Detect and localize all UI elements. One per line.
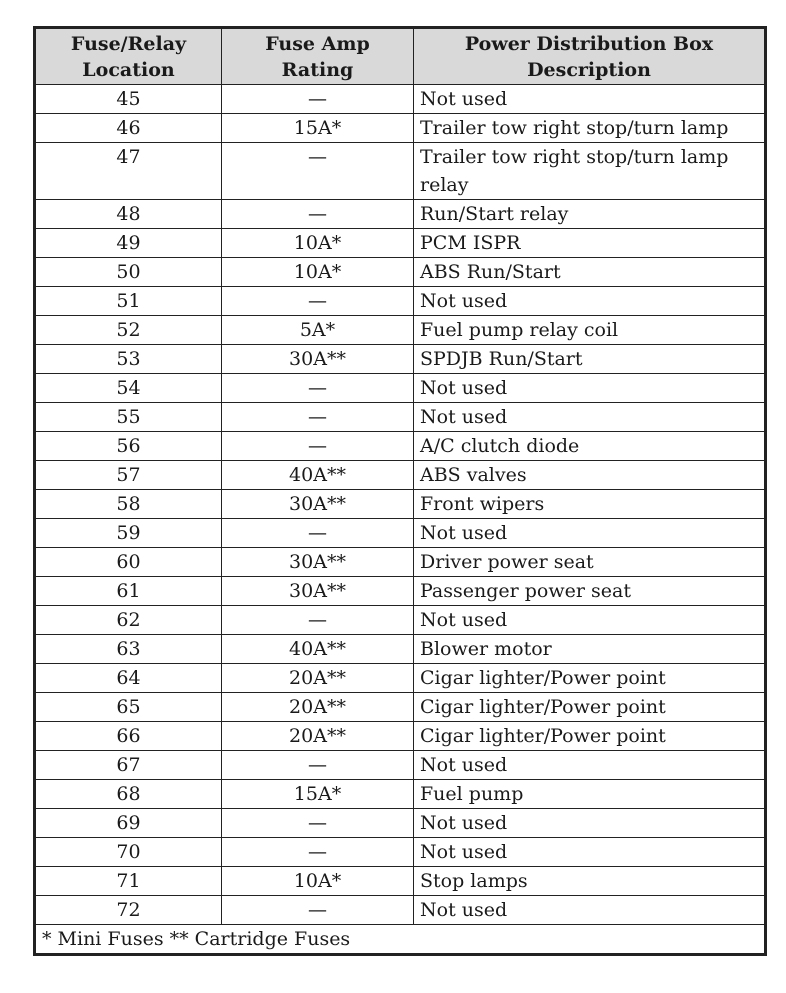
cell-description: Not used xyxy=(414,374,766,403)
table-row xyxy=(35,461,766,490)
cell-location: 67 xyxy=(35,751,222,780)
cell-location: 56 xyxy=(35,432,222,461)
cell-description: Blower motor xyxy=(414,635,766,664)
table-row xyxy=(35,143,766,200)
table-row xyxy=(35,403,766,432)
cell-location: 66 xyxy=(35,722,222,751)
header-location-line1: Fuse/Relay xyxy=(70,32,187,55)
footnote-row xyxy=(35,925,766,955)
header-location-line2: Location xyxy=(82,58,175,81)
cell-location: 61 xyxy=(35,577,222,606)
cell-location: 64 xyxy=(35,664,222,693)
cell-description: Not used xyxy=(414,838,766,867)
cell-amp: 30A** xyxy=(222,577,414,606)
cell-location: 45 xyxy=(35,85,222,114)
footnote: * Mini Fuses ** Cartridge Fuses xyxy=(35,925,766,955)
cell-amp: 30A** xyxy=(222,548,414,577)
cell-amp: — xyxy=(222,838,414,867)
cell-description: Front wipers xyxy=(414,490,766,519)
cell-amp: 5A* xyxy=(222,316,414,345)
cell-location: 69 xyxy=(35,809,222,838)
cell-location: 50 xyxy=(35,258,222,287)
fuse-table xyxy=(33,26,767,956)
cell-description: PCM ISPR xyxy=(414,229,766,258)
cell-description: Not used xyxy=(414,403,766,432)
cell-description: Cigar lighter/Power point xyxy=(414,664,766,693)
cell-amp: — xyxy=(222,432,414,461)
header-description-line1: Power Distribution Box xyxy=(464,32,714,55)
table-row xyxy=(35,751,766,780)
table-row xyxy=(35,838,766,867)
cell-amp: — xyxy=(222,751,414,780)
cell-amp: 20A** xyxy=(222,693,414,722)
cell-location: 70 xyxy=(35,838,222,867)
table-row xyxy=(35,780,766,809)
table-row xyxy=(35,114,766,143)
cell-description: Not used xyxy=(414,809,766,838)
cell-amp: — xyxy=(222,374,414,403)
cell-location: 57 xyxy=(35,461,222,490)
table-row xyxy=(35,664,766,693)
cell-location: 47 xyxy=(35,143,222,200)
cell-description: Not used xyxy=(414,606,766,635)
cell-location: 53 xyxy=(35,345,222,374)
cell-amp: 20A** xyxy=(222,664,414,693)
cell-description: Trailer tow right stop/turn lamp xyxy=(414,114,766,143)
fuse-table-container xyxy=(33,26,764,956)
table-row xyxy=(35,635,766,664)
cell-amp: 30A** xyxy=(222,345,414,374)
cell-description: Driver power seat xyxy=(414,548,766,577)
cell-location: 71 xyxy=(35,867,222,896)
cell-location: 63 xyxy=(35,635,222,664)
table-row xyxy=(35,606,766,635)
cell-description: SPDJB Run/Start xyxy=(414,345,766,374)
cell-amp: — xyxy=(222,200,414,229)
cell-amp: — xyxy=(222,809,414,838)
cell-description: Not used xyxy=(414,896,766,925)
table-row xyxy=(35,519,766,548)
table-row xyxy=(35,548,766,577)
cell-description: Fuel pump xyxy=(414,780,766,809)
cell-location: 46 xyxy=(35,114,222,143)
table-row xyxy=(35,229,766,258)
table-row xyxy=(35,85,766,114)
header-amp-rating xyxy=(222,28,414,85)
table-row xyxy=(35,896,766,925)
header-description xyxy=(414,28,766,85)
table-row xyxy=(35,432,766,461)
table-row xyxy=(35,374,766,403)
header-amp-line1: Fuse Amp xyxy=(265,32,370,55)
cell-amp: — xyxy=(222,143,414,200)
header-location xyxy=(35,28,222,85)
cell-location: 58 xyxy=(35,490,222,519)
cell-amp: — xyxy=(222,85,414,114)
cell-location: 51 xyxy=(35,287,222,316)
cell-description: ABS valves xyxy=(414,461,766,490)
cell-amp: — xyxy=(222,519,414,548)
cell-description: Stop lamps xyxy=(414,867,766,896)
cell-location: 65 xyxy=(35,693,222,722)
cell-location: 52 xyxy=(35,316,222,345)
cell-amp: — xyxy=(222,896,414,925)
cell-description: Passenger power seat xyxy=(414,577,766,606)
cell-description: Cigar lighter/Power point xyxy=(414,693,766,722)
cell-amp: 10A* xyxy=(222,229,414,258)
cell-location: 49 xyxy=(35,229,222,258)
cell-description: Run/Start relay xyxy=(414,200,766,229)
cell-amp: — xyxy=(222,403,414,432)
cell-amp: — xyxy=(222,287,414,316)
cell-location: 54 xyxy=(35,374,222,403)
cell-description: Cigar lighter/Power point xyxy=(414,722,766,751)
cell-amp: 15A* xyxy=(222,780,414,809)
cell-location: 68 xyxy=(35,780,222,809)
table-row xyxy=(35,722,766,751)
cell-description: ABS Run/Start xyxy=(414,258,766,287)
cell-description: Not used xyxy=(414,519,766,548)
header-description-line2: Description xyxy=(527,58,651,81)
cell-description: Trailer tow right stop/turn lamp relay xyxy=(414,143,766,200)
cell-location: 72 xyxy=(35,896,222,925)
header-amp-line2: Rating xyxy=(281,58,354,81)
table-row xyxy=(35,287,766,316)
cell-location: 62 xyxy=(35,606,222,635)
table-row xyxy=(35,258,766,287)
cell-description: Not used xyxy=(414,85,766,114)
table-row xyxy=(35,345,766,374)
table-row xyxy=(35,867,766,896)
table-header-row xyxy=(35,28,766,85)
cell-description: Not used xyxy=(414,751,766,780)
cell-location: 55 xyxy=(35,403,222,432)
cell-location: 60 xyxy=(35,548,222,577)
cell-amp: 10A* xyxy=(222,867,414,896)
cell-amp: 10A* xyxy=(222,258,414,287)
table-row xyxy=(35,316,766,345)
table-row xyxy=(35,200,766,229)
table-row xyxy=(35,809,766,838)
table-row xyxy=(35,490,766,519)
cell-location: 48 xyxy=(35,200,222,229)
cell-amp: 15A* xyxy=(222,114,414,143)
cell-description: Fuel pump relay coil xyxy=(414,316,766,345)
table-row xyxy=(35,693,766,722)
cell-amp: 40A** xyxy=(222,461,414,490)
cell-amp: 30A** xyxy=(222,490,414,519)
cell-amp: 20A** xyxy=(222,722,414,751)
cell-amp: 40A** xyxy=(222,635,414,664)
cell-description: Not used xyxy=(414,287,766,316)
cell-location: 59 xyxy=(35,519,222,548)
cell-description: A/C clutch diode xyxy=(414,432,766,461)
cell-amp: — xyxy=(222,606,414,635)
table-row xyxy=(35,577,766,606)
